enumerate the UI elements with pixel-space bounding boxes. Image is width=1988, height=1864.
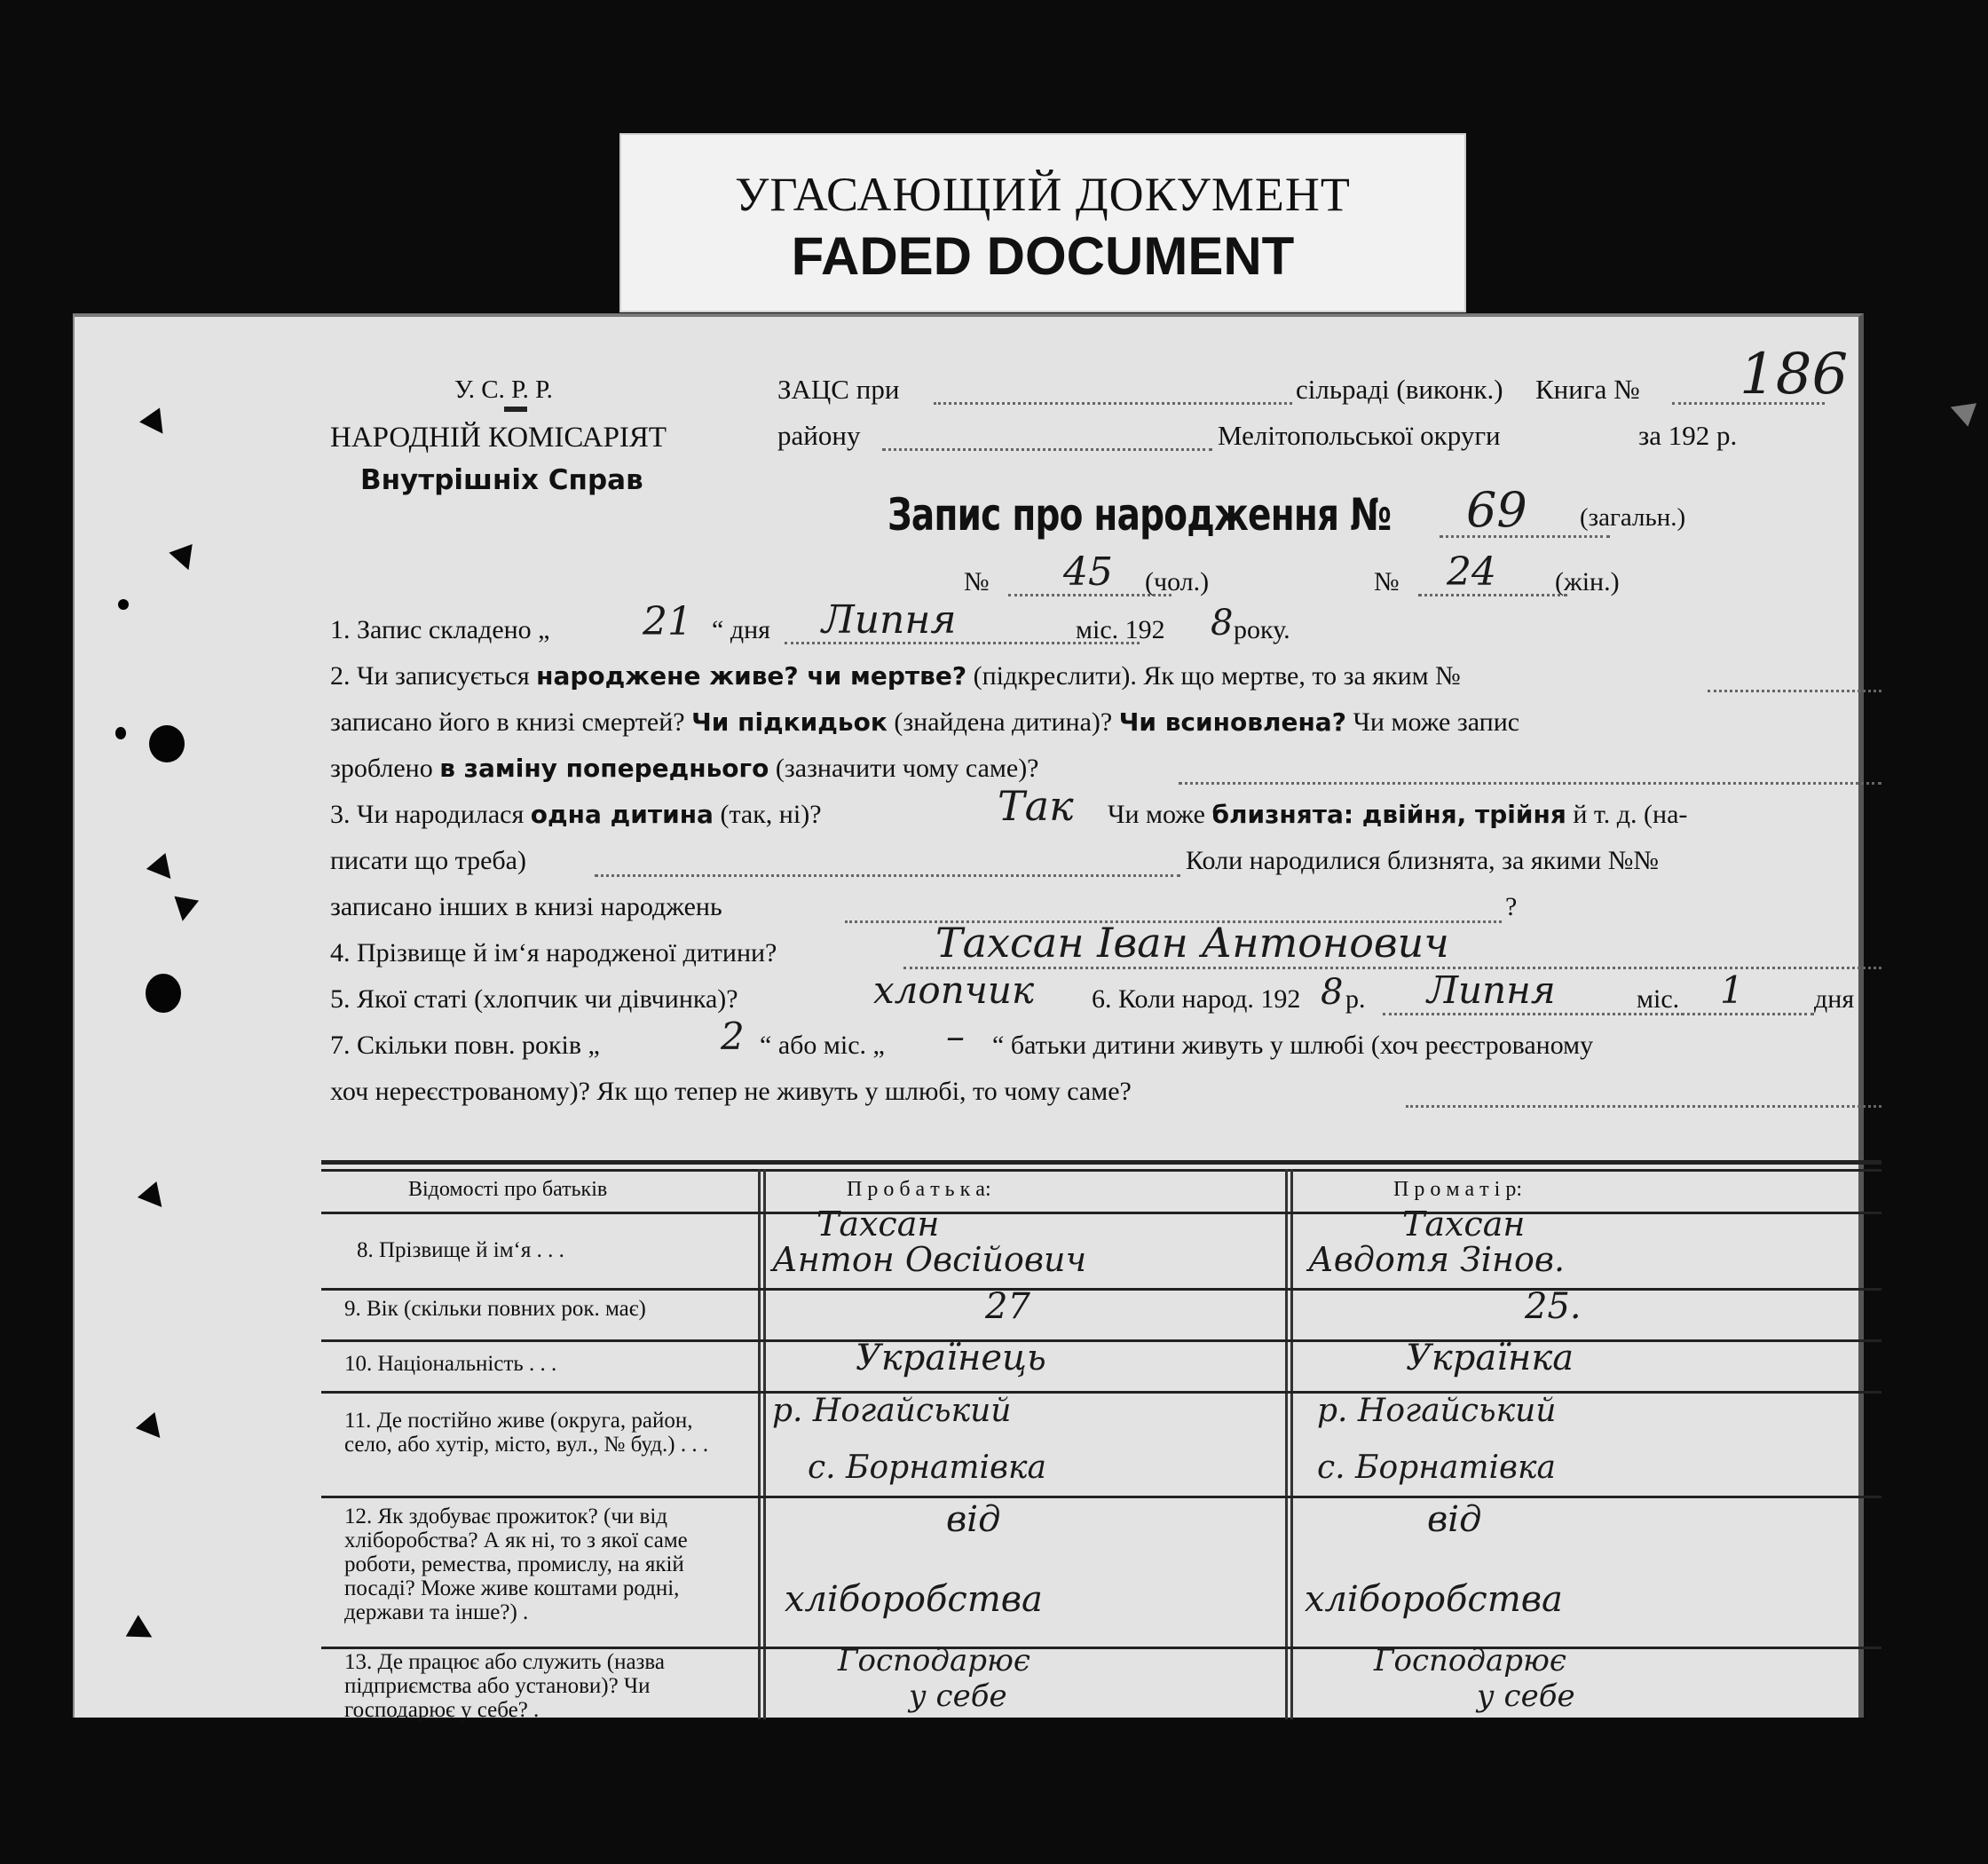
district-label: району [777,420,861,451]
q7-months: – [946,1015,965,1058]
book-label: Книга № [1535,374,1640,405]
commissariat-title: НАРОДНІЙ КОМІСАРІЯТ [330,422,667,454]
q2-death-number-field [1708,690,1882,692]
male-number: 45 [1063,549,1113,595]
mother-workplace-2: у себе [1477,1678,1575,1714]
q3-line1 [330,800,822,830]
q3-line3b: ? [1505,892,1518,921]
q3-text: й т. д. (на- [1566,800,1688,829]
okrug-label: Мелітопольської округи [1218,420,1501,451]
q2-bold: народжене живе? чи мертве? [536,661,967,691]
q7-line1c: “ батьки дитини живуть у шлюбі (хоч реєстрованому [992,1031,1594,1060]
q7-line1a: 7. Скільки повн. років „ [330,1031,600,1060]
q1-mis: міс. 192 [1076,615,1165,644]
mother-workplace: Господарює [1374,1643,1566,1678]
q6-mis: міс. [1637,984,1680,1014]
q3-text: (так, ні)? [713,800,822,829]
q7-line2: хоч нереєстрованому)? Як що тепер не живуть у шлюбі, то чому саме? [330,1077,1132,1106]
book-number: 186 [1740,342,1849,407]
female-number-sign: № [1374,567,1400,596]
binding-notch-icon [139,407,173,440]
q1-year-digit: 8 [1211,603,1234,644]
table-header-info: Відомості про батьків [408,1178,608,1201]
male-label: (чол.) [1145,567,1210,596]
q3-line2a: писати що треба) [330,846,526,875]
q7-line1b: “ або міс. „ [760,1031,885,1060]
q6-day: 1 [1720,968,1744,1012]
district-field [882,448,1212,451]
q5-answer: хлопчик [873,968,1035,1012]
record-title: Запис про народження № [888,489,1392,541]
father-residence-district: р. Ногайський [772,1393,1012,1429]
table-header-father: П р о б а т ь к а: [847,1178,991,1201]
table-column-divider [1285,1169,1288,1719]
row-label-workplace: 13. Де працює або служить (назва підприємства або установи)? Чи господарює у себе? . [344,1650,665,1722]
mother-nationality: Українка [1406,1338,1574,1378]
table-top-border [321,1160,1882,1165]
q3-twins-field [595,874,1180,877]
q2-text: (знайдена дитина)? [887,707,1119,737]
q3-answer: Так [998,782,1074,830]
year-label: за 192 р. [1638,420,1738,451]
q2-bold: Чи всиновлена? [1118,707,1346,737]
table-row-divider [321,1496,1882,1498]
q2-text: записано його в книзі смертей? [330,707,692,737]
state-abbrev: У. С. Р. Р. [454,375,553,404]
row-label-residence: 11. Де постійно живе (округа, район, село, або хутір, місто, вул., № буд.) . . . [344,1409,709,1457]
q1-month: Липня [822,597,957,643]
father-workplace-2: у себе [909,1678,1007,1714]
binding-notch-icon [170,896,199,923]
father-workplace: Господарює [838,1643,1030,1678]
q1-prefix: 1. Запис складено „ [330,615,550,644]
binding-notch-icon [169,544,200,574]
q2-replacement-field [1179,782,1882,785]
q3-text: Чи може [1108,800,1212,829]
female-label: (жін.) [1555,567,1620,596]
binding-notch-icon [138,1181,171,1215]
female-number: 24 [1447,549,1496,595]
q3-line2b: Коли народилися близнята, за якими №№ [1186,846,1660,875]
row-label-name: 8. Прізвище й ім‘я . . . [357,1238,564,1262]
q4-answer: Тахсан Іван Антонович [935,919,1449,967]
father-nationality: Українець [856,1338,1046,1378]
q1-mid: “ дня [712,615,770,644]
q7-reason-field [1406,1105,1882,1108]
q2-bold: в заміну попереднього [439,754,769,783]
general-number: 69 [1466,482,1527,538]
mother-age: 25. [1525,1286,1582,1327]
punch-hole-icon [118,599,129,610]
q1-day: 21 [643,599,692,644]
row-label-age: 9. Вік (скільки повних рок. має) [344,1297,646,1321]
male-number-sign: № [964,567,990,596]
father-surname: Тахсан [816,1204,940,1244]
council-label: сільраді (виконк.) [1296,374,1503,405]
row-label-livelihood: 12. Як здобуває прожиток? (чи від хліборобства? А як ні, то з якої саме роботи, ремества, промислу, на якій посаді? Може живе коштами родні, держави та інше?) . [344,1505,688,1624]
q6-month: Липня [1427,968,1556,1012]
punch-hole-icon [149,725,185,762]
zags-label: ЗАЦС при [777,374,900,405]
table-row-divider [321,1339,1882,1342]
q6-label: 6. Коли народ. 192 [1092,984,1301,1014]
mother-surname: Тахсан [1402,1204,1526,1244]
general-label: (загальн.) [1580,503,1686,532]
mother-residence-district: р. Ногайський [1317,1393,1557,1429]
q2-text: (підкреслити). Як що мертве, то за яким № [966,661,1461,691]
punch-hole-icon [146,974,181,1013]
q7-years: 2 [721,1015,745,1058]
q2-text: 2. Чи записується [330,661,537,691]
divider [504,407,527,412]
table-row-divider [321,1391,1882,1394]
table-column-divider [1290,1169,1293,1719]
q3-line3a: записано інших в книзі народжень [330,892,722,921]
father-age: 27 [985,1286,1030,1327]
q3-line1-right [1108,800,1687,830]
table-row-divider [321,1288,1882,1291]
q1-suffix: року. [1234,615,1290,644]
mother-residence-village: с. Борнатівка [1317,1449,1556,1486]
table-row-divider [321,1647,1882,1649]
table-header-mother: П р о м а т і р: [1393,1178,1522,1201]
table-row-divider [321,1212,1882,1214]
faded-document-label [619,133,1466,312]
binding-notch-icon [126,1615,159,1647]
punch-hole-icon [115,727,126,739]
q3-text: 3. Чи народилася [330,800,531,829]
father-livelihood: хліборобства [785,1579,1043,1620]
birth-record-sheet [73,313,1864,1722]
binding-notch-icon [146,853,180,887]
banner-text-en: FADED DOCUMENT [791,226,1295,286]
table-top-border [321,1169,1882,1172]
q2-text: Чи може запис [1345,707,1520,737]
row-label-nationality: 10. Національність . . . [344,1352,557,1376]
q2-line3 [330,754,1039,784]
q3-bold: одна дитина [530,800,714,829]
q2-line1 [330,661,1461,691]
q2-text: зроблено [330,754,440,783]
q6-year-digit: 8 [1321,972,1344,1013]
q3-bold: близнята: двійня, трійня [1211,800,1566,829]
banner-text-ru: УГАСАЮЩИЙ ДОКУМЕНТ [735,168,1351,221]
mother-livelihood: хліборобства [1305,1579,1563,1620]
edge-mark-icon [1946,395,1976,426]
father-livelihood-from: від [946,1499,1001,1540]
zags-field [934,402,1292,405]
q6-r: р. [1345,984,1366,1014]
q6-dnya: дня [1814,984,1855,1014]
q4-label: 4. Прізвище й ім‘я народженої дитини? [330,938,777,968]
binding-notch-icon [136,1412,170,1446]
table-column-divider [763,1169,766,1719]
table-column-divider [758,1169,761,1719]
mother-livelihood-from: від [1427,1499,1482,1540]
father-residence-village: с. Борнатівка [808,1449,1046,1486]
q2-bold: Чи підкидьок [691,707,888,737]
mother-name: Авдотя Зінов. [1308,1240,1566,1279]
father-name: Антон Овсійович [772,1240,1087,1279]
q2-text: (зазначити чому саме)? [769,754,1039,783]
q5-label: 5. Якої статі (хлопчик чи дівчинка)? [330,984,738,1014]
q2-line2 [330,707,1519,738]
department-title: Внутрішніх Справ [360,464,643,496]
q6-day-field [1681,1013,1814,1015]
